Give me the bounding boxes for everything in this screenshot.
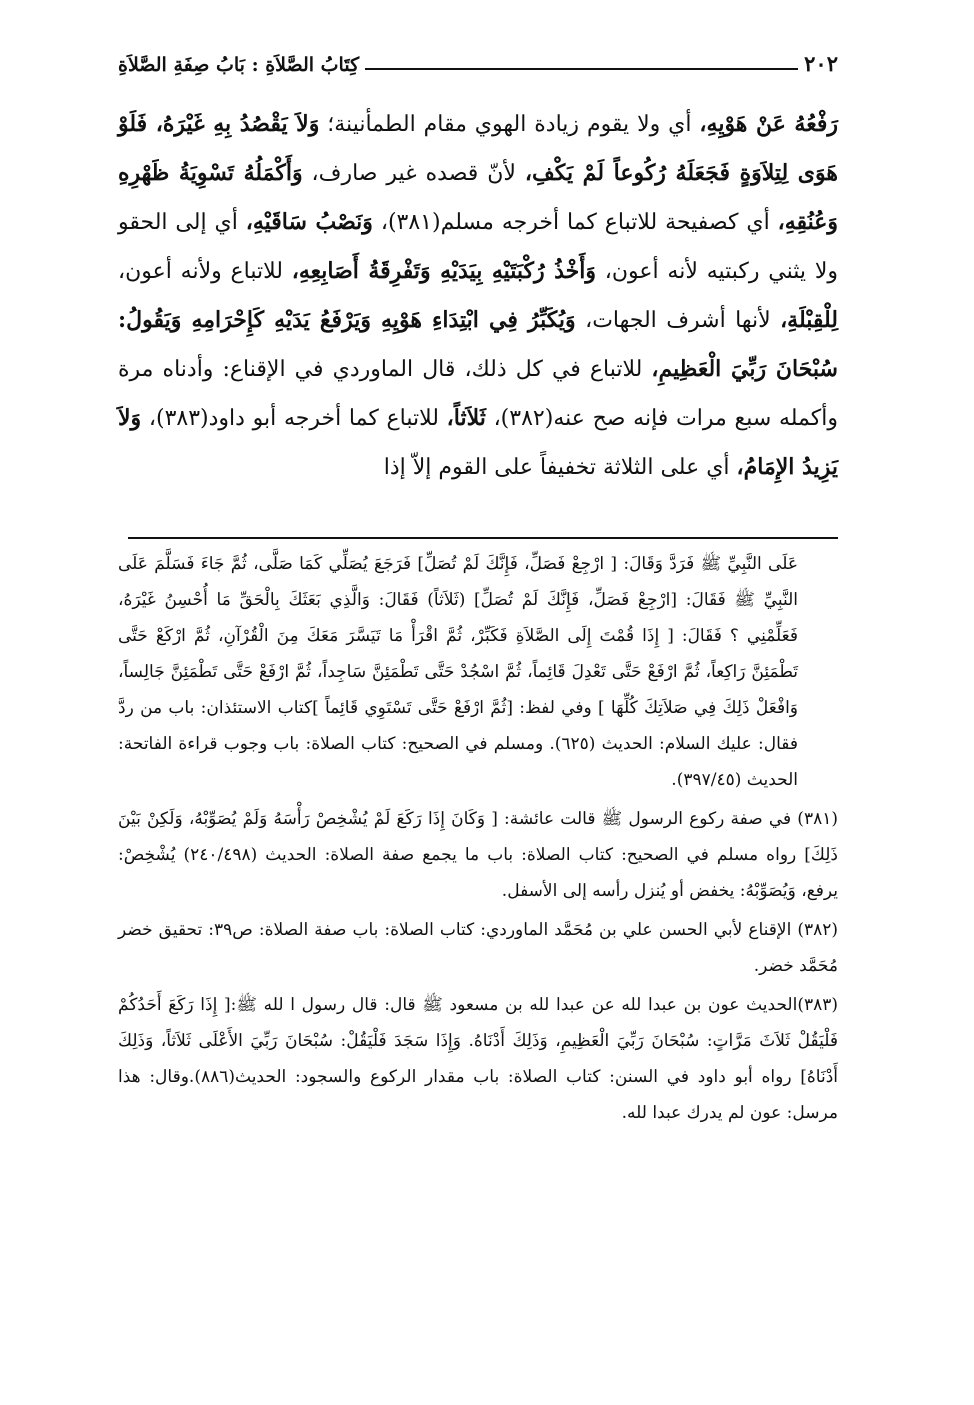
matn-text: وَلاَ يَزِيدُ الإِمَامُ، [118,405,838,480]
footnote-383: (٣٨٣)الحديث عون بن عبدا لله عن عبدا لله بن مسعود ﷺ قال: قال رسول ا لله ﷺ:[ إِذَا رَكَعَ أَحَدُكُمْ فَلْيَقُلْ ثَلاَثَ مَرَّاتٍ: سُبْحَانَ رَبِّيَ الْعَظِيمِ، وَذَلِكَ أَدْنَاهُ. وَإِذَا سَجَدَ فَلْيَقُلْ: سُبْحَانَ رَبِّيَ الأَعْلَى ثَلاَثاً، وَذَلِكَ أَدْنَاهُ] رواه أبو داود في السنن: كتاب الصلاة: باب مقدار الركوع والسجود: الحديث(٨٨٦).وقال: هذا مرسل: عون لم يدرك عبدا لله. [118,995,838,1123]
header-rule [365,68,798,70]
footnote-381: (٣٨١) في صفة ركوع الرسول ﷺ قالت عائشة: [ وَكَانَ إِذَا رَكَعَ لَمْ يُشْخِصْ رَأْسَهُ وَلَمْ يُصَوِّبْهُ، وَلَكِنْ بَيْنَ ذَلِكَ] رواه مسلم في الصحيح: كتاب الصلاة: باب ما يجمع صفة الصلاة: الحديث (٢٤٠/٤٩٨) يُشْخِصْ: يرفع، وَيُصَوِّبْهُ: يخفض أو يُنزل رأسه إلى الأسفل. [118,809,838,901]
book-section-title: كِتَابُ الصَّلاَةِ : بَابُ صِفَةِ الصَّلاَةِ [118,54,360,76]
matn-text: وَنَصْبُ سَاقَيْهِ، [245,209,373,235]
commentary-text: أي كصفيحة للاتباع كما أخرجه مسلم [440,210,778,235]
footnote-382: (٣٨٢) الإقناع لأبي الحسن علي بن مُحَمَّد الماوردي: كتاب الصلاة: باب صفة الصلاة: ص٣٩: تحقيق خضر مُحَمَّد خضر. [118,920,838,976]
footnote-ref-382[interactable]: (٣٨٢) [500,406,554,431]
matn-text: رَفْعُهُ عَنْ هَوْيِهِ، [699,111,838,137]
matn-text: وَأَكْمَلُهُ تَسْوِيَةُ ظَهْرِهِ وَعُنُقِهِ، [118,160,839,235]
commentary-text: أي ولا يقوم زيادة الهوي مقام الطمأنينة؛ [319,112,700,137]
main-paragraph [118,100,838,492]
commentary-text: لأنّ قصده غير صارف، [302,161,525,186]
commentary-text: للاتباع في كل ذلك، قال الماوردي في الإقناع: وأدناه مرة وأكمله سبع مرات فإنه صح عنه [118,357,838,431]
footnotes [118,546,838,1134]
commentary-text: ، [485,406,501,431]
running-header [118,42,838,82]
matn-text: وَيُكَبِّرُ فِي ابْتِدَاءِ هَوْيِهِ وَيَرْفَعُ يَدَيْهِ كَإِحْرَامِهِ وَيَقُولُ: سُبْحَانَ رَبِّيَ الْعَظِيمِ، [118,307,838,382]
matn-text: وَأَخْذُ رُكْبَتَيْهِ بِيَدَيْهِ وَتَفْرِقَةُ أَصَابِعِهِ، [291,258,596,284]
footnote-ref-383[interactable]: (٣٨٣) [155,406,209,431]
commentary-text: ، [372,210,388,235]
commentary-text: أي على الثلاثة تخفيفاً على القوم إلاّ إذا [383,455,737,480]
page-number: ٢٠٢ [804,51,838,76]
commentary-text: للاتباع كما أخرجه أبو داود [208,406,447,431]
main-text [118,100,838,492]
commentary-text: للاتباع ولأنه أعون، [118,259,292,284]
footnote-continuation: عَلَى النَّبِيِّ ﷺ فَرَدَّ وَقَالَ: [ ارْجِعْ فَصَلِّ، فَإِنَّكَ لَمْ تُصَلِّ] فَرَجَعَ يُصَلِّي كَمَا صَلَّى، ثُمَّ جَاءَ فَسَلَّمَ عَلَى النَّبِيِّ ﷺ فَقَالَ: [ارْجِعْ فَصَلِّ، فَإِنَّكَ لَمْ تُصَلِّ] (ثَلاَثاً) فَقَالَ: وَالَّذِي بَعَثَكَ بِالْحَقِّ مَا أُحْسِنُ غَيْرَهُ، فَعَلِّمْنِي ؟ فَقَالَ: [ إِذَا قُمْتَ إِلَى الصَّلاَةِ فَكَبِّرْ، ثُمَّ اقْرَأْ مَا تَيَسَّرَ مَعَكَ مِنَ الْقُرْآنِ، ثُمَّ ارْكَعْ حَتَّى تَطْمَئِنَّ رَاكِعاً، ثُمَّ ارْفَعْ حَتَّى تَعْدِلَ قَائِماً، ثُمَّ اسْجُدْ حَتَّى تَطْمَئِنَّ سَاجِداً، ثُمَّ ارْفَعْ حَتَّى تَطْمَئِنَّ جَالِساً، وَافْعَلْ ذَلِكَ فِي صَلاَتِكَ كُلِّهَا ] وفي لفظ: [ثُمَّ ارْفَعْ حَتَّى تَسْتَوِي قَائِماً ]كتاب الاستئذان: باب من ردَّ فقال: عليك السلام: الحديث (٦٢٥). ومسلم في الصحيح: كتاب الصلاة: باب وجوب قراءة الفاتحة: الحديث (٣٩٧/٤٥). [118,554,798,790]
matn-text: وَلاَ يَقْصُدُ بِهِ غَيْرَهُ، فَلَوْ هَوَى لِتِلاَوَةٍ فَجَعَلَهُ رُكُوعاً لَمْ يَكْفِ، [118,111,838,186]
matn-text: لِلْقِبْلَةِ، [780,307,839,333]
commentary-text: أي إلى الحقو ولا يثني ركبتيه لأنه أعون، [118,210,838,284]
commentary-text: لأنها أشرف الجهات، [575,308,781,333]
commentary-text: ، [141,406,156,431]
matn-text: ثَلاَثاً، [446,405,486,431]
footnote-ref-381[interactable]: (٣٨١) [387,210,441,235]
footnote-separator [128,537,838,539]
